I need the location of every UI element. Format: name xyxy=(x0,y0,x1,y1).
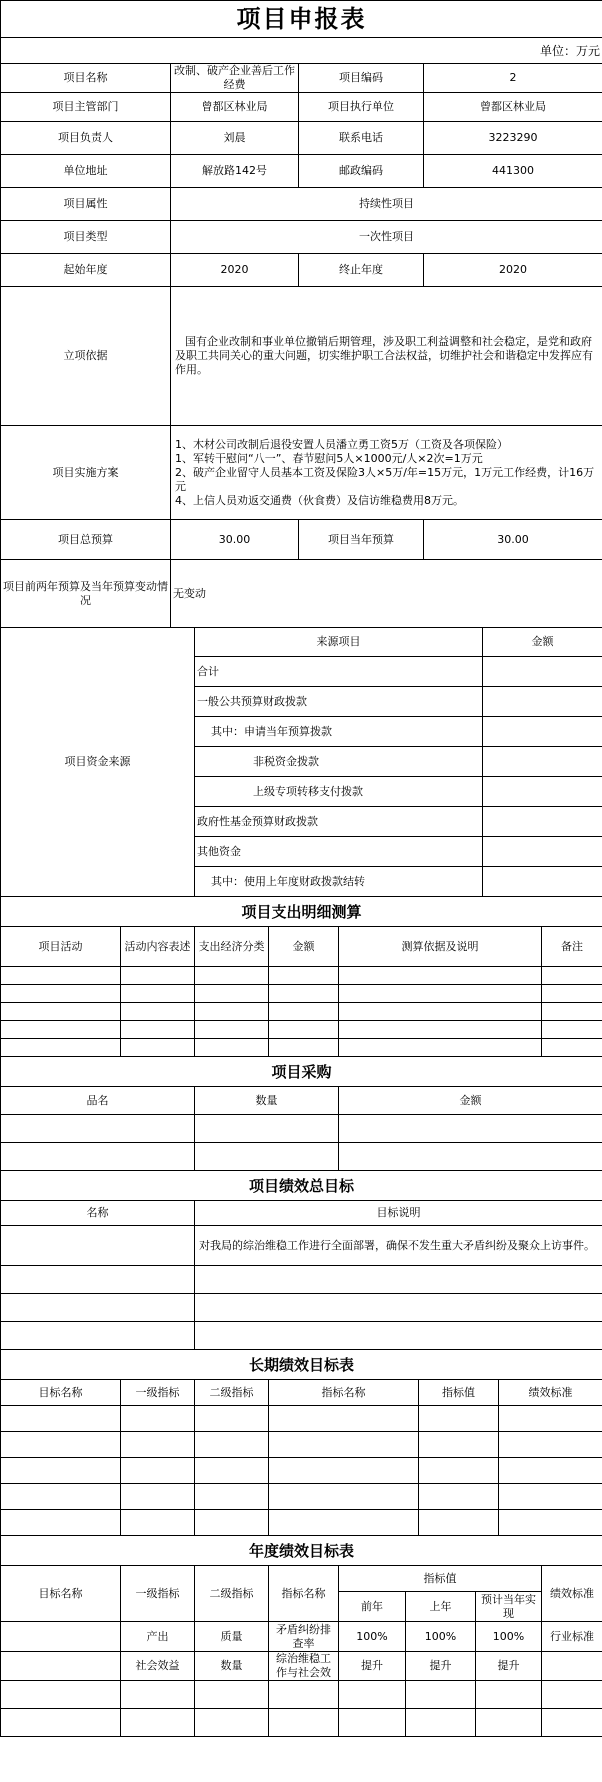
table-row xyxy=(1,1709,602,1737)
attribute-label: 项目属性 xyxy=(1,188,171,221)
total-budget-value: 30.00 xyxy=(171,520,299,560)
funding-amount xyxy=(483,717,602,747)
leader-label: 项目负责人 xyxy=(1,122,171,155)
expense-table xyxy=(0,896,602,1057)
funding-row: 其中：使用上年度财政拨款结转 xyxy=(195,867,483,897)
annual-indicator: 矛盾纠纷排查率 xyxy=(269,1622,339,1652)
table-row xyxy=(1,967,602,985)
funding-source-header: 来源项目 xyxy=(195,628,483,657)
funding-amount xyxy=(483,867,602,897)
phone-value: 3223290 xyxy=(424,122,602,155)
funding-table xyxy=(0,627,602,897)
annual-l1: 产出 xyxy=(121,1622,195,1652)
year-budget-value: 30.00 xyxy=(424,520,602,560)
annual-sub-header: 预计当年实现 xyxy=(476,1592,542,1622)
table-row xyxy=(1,1681,602,1709)
table-row xyxy=(1,1510,602,1536)
expense-header: 备注 xyxy=(542,927,602,967)
unit-label: 单位：万元 xyxy=(1,38,602,64)
plan-line: 1、军转干慰问“八一”、春节慰问5人×1000元/人×2次=1万元 xyxy=(175,451,483,465)
long-term-header: 一级指标 xyxy=(121,1380,195,1406)
zip-value: 441300 xyxy=(424,155,602,188)
annual-header: 指标值 xyxy=(339,1566,542,1592)
plan-line: 4、上信人员劝返交通费（伙食费）及信访维稳费用8万元。 xyxy=(175,493,464,507)
start-year-label: 起始年度 xyxy=(1,254,171,287)
expense-header: 测算依据及说明 xyxy=(339,927,542,967)
end-year-label: 终止年度 xyxy=(299,254,424,287)
funding-amount-header: 金额 xyxy=(483,628,602,657)
long-term-header: 指标值 xyxy=(419,1380,499,1406)
basis-value: 国有企业改制和事业单位撤销后期管理，涉及职工利益调整和社会稳定，是党和政府及职工共同关心的重大问题，切实维护职工合法权益，切维护社会和谐稳定中发挥应有作用。 xyxy=(171,287,602,426)
project-name-label: 项目名称 xyxy=(1,64,171,93)
long-term-title: 长期绩效目标表 xyxy=(1,1350,602,1380)
annual-sub-header: 上年 xyxy=(406,1592,476,1622)
annual-target xyxy=(1,1652,121,1681)
annual-header: 指标名称 xyxy=(269,1566,339,1622)
annual-target xyxy=(1,1622,121,1652)
long-term-header: 二级指标 xyxy=(195,1380,269,1406)
budget-change-value: 无变动 xyxy=(171,560,602,628)
overall-header: 名称 xyxy=(1,1201,195,1226)
annual-v1: 提升 xyxy=(339,1652,406,1681)
annual-v2: 提升 xyxy=(406,1652,476,1681)
funding-amount xyxy=(483,747,602,777)
overall-name xyxy=(1,1226,195,1266)
zip-label: 邮政编码 xyxy=(299,155,424,188)
annual-l1: 社会效益 xyxy=(121,1652,195,1681)
dept-label: 项目主管部门 xyxy=(1,93,171,122)
form-title: 项目申报表 xyxy=(1,1,602,38)
dept-value: 曾都区林业局 xyxy=(171,93,299,122)
plan-label: 项目实施方案 xyxy=(1,426,171,520)
table-row xyxy=(1,1266,602,1294)
funding-row: 上级专项转移支付拨款 xyxy=(195,777,483,807)
annual-l2: 数量 xyxy=(195,1652,269,1681)
funding-row: 合计 xyxy=(195,657,483,687)
table-row xyxy=(1,1432,602,1458)
expense-header: 金额 xyxy=(269,927,339,967)
funding-row: 一般公共预算财政拨款 xyxy=(195,687,483,717)
overall-title: 项目绩效总目标 xyxy=(1,1171,602,1201)
annual-v1: 100% xyxy=(339,1622,406,1652)
funding-label: 项目资金来源 xyxy=(1,628,195,897)
procurement-title: 项目采购 xyxy=(1,1057,602,1087)
attribute-value: 持续性项目 xyxy=(171,188,602,221)
annual-header: 绩效标准 xyxy=(542,1566,602,1622)
long-term-header: 绩效标准 xyxy=(499,1380,602,1406)
procurement-header: 品名 xyxy=(1,1087,195,1115)
total-budget-label: 项目总预算 xyxy=(1,520,171,560)
table-row xyxy=(1,1622,602,1652)
procurement-table xyxy=(0,1056,602,1171)
funding-amount xyxy=(483,777,602,807)
funding-row: 其他资金 xyxy=(195,837,483,867)
long-term-header: 目标名称 xyxy=(1,1380,121,1406)
expense-header: 项目活动 xyxy=(1,927,121,967)
basic-info-table xyxy=(0,0,602,628)
leader-value: 刘晨 xyxy=(171,122,299,155)
table-row xyxy=(1,1003,602,1021)
exec-unit-label: 项目执行单位 xyxy=(299,93,424,122)
expense-title: 项目支出明细测算 xyxy=(1,897,602,927)
project-code-label: 项目编码 xyxy=(299,64,424,93)
table-row xyxy=(1,1322,602,1350)
procurement-header: 数量 xyxy=(195,1087,339,1115)
annual-indicator: 综治维稳工作与社会效 xyxy=(269,1652,339,1681)
type-value: 一次性项目 xyxy=(171,221,602,254)
table-row xyxy=(1,1294,602,1322)
annual-table xyxy=(0,1535,602,1737)
expense-header: 活动内容表述 xyxy=(121,927,195,967)
address-label: 单位地址 xyxy=(1,155,171,188)
overall-target-table xyxy=(0,1170,602,1350)
annual-title: 年度绩效目标表 xyxy=(1,1536,602,1566)
table-row xyxy=(1,1652,602,1681)
project-code-value: 2 xyxy=(424,64,602,93)
year-budget-label: 项目当年预算 xyxy=(299,520,424,560)
long-term-header: 指标名称 xyxy=(269,1380,419,1406)
plan-line: 1、木材公司改制后退役安置人员潘立勇工资5万（工资及各项保险） xyxy=(175,437,508,451)
table-row xyxy=(1,1143,602,1171)
overall-header: 目标说明 xyxy=(195,1201,602,1226)
funding-row: 其中：申请当年预算拨款 xyxy=(195,717,483,747)
project-name-value: 改制、破产企业善后工作经费 xyxy=(171,64,299,93)
annual-header: 一级指标 xyxy=(121,1566,195,1622)
end-year-value: 2020 xyxy=(424,254,602,287)
annual-header: 二级指标 xyxy=(195,1566,269,1622)
procurement-header: 金额 xyxy=(339,1087,602,1115)
table-row xyxy=(1,985,602,1003)
funding-amount xyxy=(483,657,602,687)
table-row xyxy=(1,1458,602,1484)
annual-sub-header: 前年 xyxy=(339,1592,406,1622)
table-row xyxy=(1,1021,602,1039)
long-term-table xyxy=(0,1349,602,1536)
address-value: 解放路142号 xyxy=(171,155,299,188)
funding-row: 非税资金拨款 xyxy=(195,747,483,777)
plan-value xyxy=(171,426,602,520)
table-row xyxy=(1,1115,602,1143)
phone-label: 联系电话 xyxy=(299,122,424,155)
start-year-value: 2020 xyxy=(171,254,299,287)
expense-header: 支出经济分类 xyxy=(195,927,269,967)
budget-change-label: 项目前两年预算及当年预算变动情况 xyxy=(1,560,171,628)
exec-unit-value: 曾都区林业局 xyxy=(424,93,602,122)
basis-label: 立项依据 xyxy=(1,287,171,426)
funding-amount xyxy=(483,807,602,837)
annual-v3: 100% xyxy=(476,1622,542,1652)
table-row xyxy=(1,1039,602,1057)
table-row xyxy=(1,1484,602,1510)
annual-header: 目标名称 xyxy=(1,1566,121,1622)
overall-desc: 对我局的综治维稳工作进行全面部署，确保不发生重大矛盾纠纷及聚众上访事件。 xyxy=(195,1226,602,1266)
type-label: 项目类型 xyxy=(1,221,171,254)
annual-std: 行业标准 xyxy=(542,1622,602,1652)
funding-row: 政府性基金预算财政拨款 xyxy=(195,807,483,837)
funding-amount xyxy=(483,837,602,867)
plan-line: 2、破产企业留守人员基本工资及保险3人×5万/年=15万元，1万元工作经费，计16万元 xyxy=(175,465,595,493)
annual-std xyxy=(542,1652,602,1681)
annual-v2: 100% xyxy=(406,1622,476,1652)
annual-l2: 质量 xyxy=(195,1622,269,1652)
annual-v3: 提升 xyxy=(476,1652,542,1681)
table-row xyxy=(1,1406,602,1432)
funding-amount xyxy=(483,687,602,717)
